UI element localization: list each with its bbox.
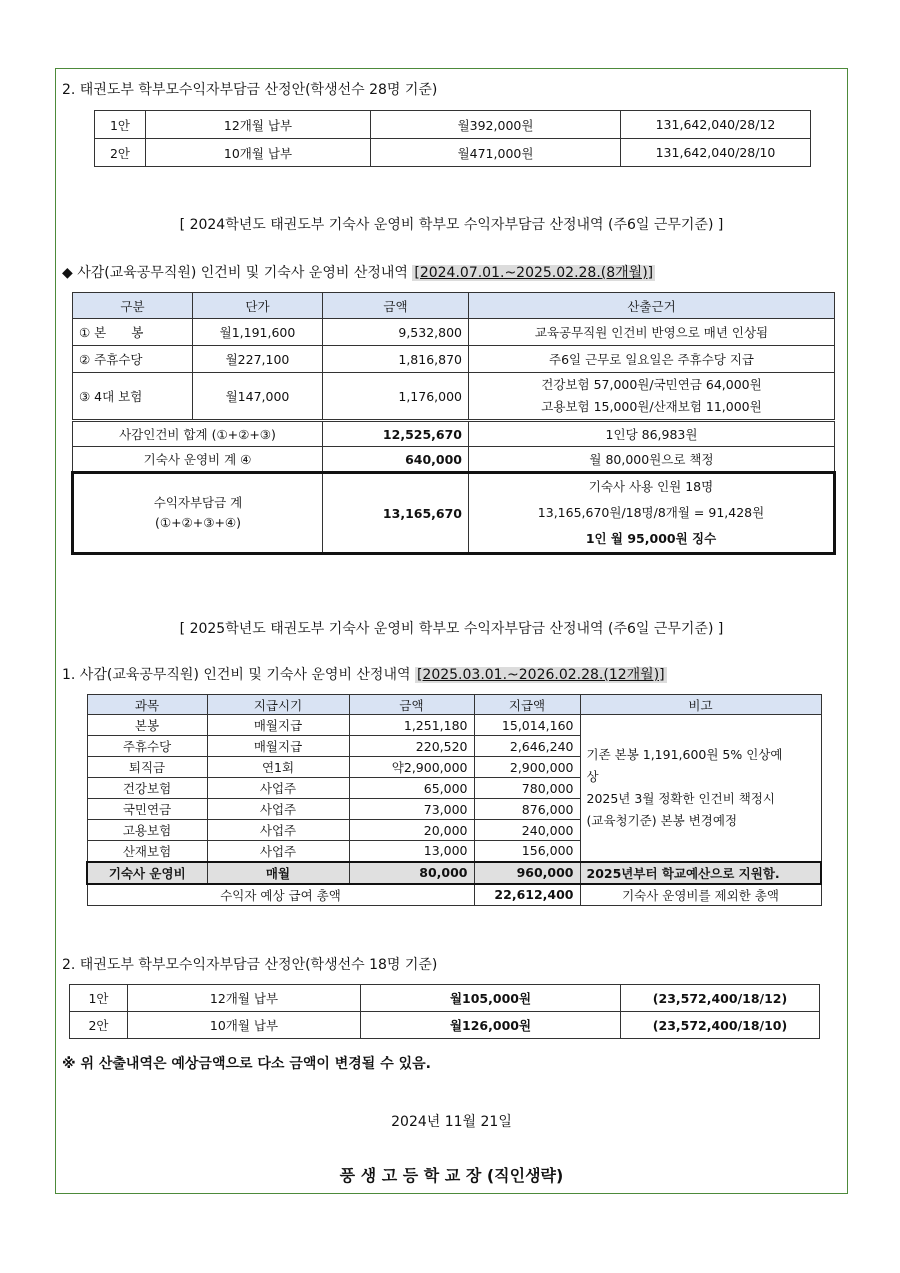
cell-paid: 876,000 <box>474 799 580 820</box>
period-2025: [2025.03.01.~2026.02.28.(12개월)] <box>416 667 665 683</box>
section2-heading: 2. 태권도부 학부모수익자부담금 산정안(학생선수 18명 기준) <box>62 957 438 973</box>
dorm-basis: 월 80,000원으로 책정 <box>469 447 835 473</box>
dorm-amount: 640,000 <box>323 447 469 473</box>
plan-amount: 월392,000원 <box>371 111 621 139</box>
plan-label: 2안 <box>95 139 146 167</box>
column-header: 비고 <box>580 695 821 715</box>
column-header: 금액 <box>349 695 474 715</box>
subtotal-basis: 1인당 86,983원 <box>469 421 835 447</box>
table-header-row <box>87 695 821 715</box>
cell-timing: 매월지급 <box>207 715 349 736</box>
total-basis <box>469 473 835 554</box>
dorm-label: 기숙사 운영비 계 ④ <box>73 447 323 473</box>
column-header: 산출근거 <box>469 293 835 319</box>
cell-subject: 본봉 <box>87 715 207 736</box>
cell-amount: 약2,900,000 <box>349 757 474 778</box>
remarks-cell <box>580 715 821 862</box>
column-header: 과목 <box>87 695 207 715</box>
subheading-2024-text: ◆ 사감(교육공무직원) 인건비 및 기숙사 운영비 산정내역 <box>62 265 413 281</box>
subtotal-amount: 12,525,670 <box>323 421 469 447</box>
subtotal-label: 사감인건비 합계 (①+②+③) <box>73 421 323 447</box>
plan-period: 10개월 납부 <box>146 139 371 167</box>
dorm-remark: 2025년부터 학교예산으로 지원함. <box>580 862 821 884</box>
cell-basis: 주6일 근무로 일요일은 주휴수당 지급 <box>469 346 835 373</box>
cell-unit: 월227,100 <box>193 346 323 373</box>
total-amount: 22,612,400 <box>474 884 580 906</box>
cell-subject: 산재보험 <box>87 841 207 862</box>
subheading-2024 <box>62 262 655 282</box>
cell-subject: 고용보험 <box>87 820 207 841</box>
plan-formula: (23,572,400/18/10) <box>621 1012 820 1039</box>
cell-amount: 73,000 <box>349 799 474 820</box>
dorm-row-2025 <box>87 862 821 884</box>
plan-amount: 월471,000원 <box>371 139 621 167</box>
remark-line: 상 <box>586 768 599 784</box>
title-2025: [ 2025학년도 태권도부 기숙사 운영비 학부모 수익자부담금 산정내역 (주6일 근무기준) ] <box>179 621 724 637</box>
plan-label: 1안 <box>70 985 128 1012</box>
plan-formula: 131,642,040/28/12 <box>621 111 811 139</box>
subtotal-row <box>73 421 835 447</box>
cell-subject: 건강보험 <box>87 778 207 799</box>
column-header: 지급시기 <box>207 695 349 715</box>
title-2024: [ 2024학년도 태권도부 기숙사 운영비 학부모 수익자부담금 산정내역 (주6일 근무기준) ] <box>179 217 724 233</box>
table-row <box>73 373 835 421</box>
cell-subject: 퇴직금 <box>87 757 207 778</box>
cell-amount: 1,251,180 <box>349 715 474 736</box>
subheading-2025-text: 1. 사감(교육공무직원) 인건비 및 기숙사 운영비 산정내역 <box>62 667 415 683</box>
cell-timing: 사업주 <box>207 841 349 862</box>
remark-line: 2025년 3월 정확한 인건비 책정시 <box>586 790 775 806</box>
column-header: 단가 <box>193 293 323 319</box>
cell-paid: 780,000 <box>474 778 580 799</box>
cell-paid: 240,000 <box>474 820 580 841</box>
cell-basis <box>469 373 835 421</box>
dorm-timing: 매월 <box>207 862 349 884</box>
basis-line: 13,165,670원/18명/8개월 = 91,428원 <box>537 505 765 520</box>
cell-item: ③ 4대 보험 <box>73 373 193 421</box>
total-label <box>73 473 323 554</box>
cell-timing: 사업주 <box>207 778 349 799</box>
table-row <box>95 111 811 139</box>
remark-line: 기존 본봉 1,191,600원 5% 인상예 <box>586 746 783 762</box>
table-row <box>95 139 811 167</box>
cell-basis: 교육공무직원 인건비 반영으로 매년 인상됨 <box>469 319 835 346</box>
basis-line: 1인 월 95,000원 징수 <box>585 531 717 546</box>
cell-amount: 1,816,870 <box>323 346 469 373</box>
cell-unit: 월1,191,600 <box>193 319 323 346</box>
plan-formula: (23,572,400/18/12) <box>621 985 820 1012</box>
cell-amount: 13,000 <box>349 841 474 862</box>
table-row <box>70 1012 820 1039</box>
cell-timing: 연1회 <box>207 757 349 778</box>
cell-unit: 월147,000 <box>193 373 323 421</box>
total-label-line: 수익자부담금 계 <box>153 495 243 510</box>
section1-heading: 2. 태권도부 학부모수익자부담금 산정안(학생선수 28명 기준) <box>62 82 438 98</box>
table-2025 <box>86 694 822 906</box>
plan-period: 10개월 납부 <box>128 1012 361 1039</box>
plan-formula: 131,642,040/28/10 <box>621 139 811 167</box>
period-2024: [2024.07.01.~2025.02.28.(8개월)] <box>414 265 654 281</box>
plan-label: 2안 <box>70 1012 128 1039</box>
total-amount: 13,165,670 <box>323 473 469 554</box>
dorm-row <box>73 447 835 473</box>
total-label-line: (①+②+③+④) <box>155 515 241 530</box>
cell-subject: 주휴수당 <box>87 736 207 757</box>
document-date: 2024년 11월 21일 <box>391 1114 512 1130</box>
cell-timing: 사업주 <box>207 799 349 820</box>
section2-table <box>69 984 820 1039</box>
column-header: 구분 <box>73 293 193 319</box>
table-header-row <box>73 293 835 319</box>
column-header: 금액 <box>323 293 469 319</box>
basis-line: 기숙사 사용 인원 18명 <box>588 479 714 494</box>
cell-paid: 15,014,160 <box>474 715 580 736</box>
cell-amount: 65,000 <box>349 778 474 799</box>
cell-item: ② 주휴수당 <box>73 346 193 373</box>
cell-timing: 매월지급 <box>207 736 349 757</box>
table-row <box>87 715 821 736</box>
plan-period: 12개월 납부 <box>146 111 371 139</box>
cell-paid: 2,900,000 <box>474 757 580 778</box>
column-header: 지급액 <box>474 695 580 715</box>
cell-amount: 1,176,000 <box>323 373 469 421</box>
plan-amount: 월126,000원 <box>361 1012 621 1039</box>
section1-table <box>94 110 811 167</box>
subheading-2025 <box>62 664 667 684</box>
total-row-2025 <box>87 884 821 906</box>
cell-timing: 사업주 <box>207 820 349 841</box>
basis-line: 건강보험 57,000원/국민연금 64,000원 <box>541 377 762 392</box>
cell-paid: 2,646,240 <box>474 736 580 757</box>
dorm-paid: 960,000 <box>474 862 580 884</box>
remark-line: (교육청기준) 본봉 변경예정 <box>586 812 738 828</box>
total-note: 기숙사 운영비를 제외한 총액 <box>580 884 821 906</box>
cell-amount: 9,532,800 <box>323 319 469 346</box>
notice-text: ※ 위 산출내역은 예상금액으로 다소 금액이 변경될 수 있음. <box>62 1056 431 1072</box>
table-row <box>73 346 835 373</box>
total-row <box>73 473 835 554</box>
plan-label: 1안 <box>95 111 146 139</box>
basis-line: 고용보험 15,000원/산재보험 11,000원 <box>541 399 762 414</box>
table-row <box>70 985 820 1012</box>
cell-subject: 국민연금 <box>87 799 207 820</box>
dorm-amount: 80,000 <box>349 862 474 884</box>
table-2024 <box>71 292 836 555</box>
cell-amount: 20,000 <box>349 820 474 841</box>
signature-line: 풍 생 고 등 학 교 장 (직인생략) <box>339 1166 564 1185</box>
cell-item: ① 본 봉 <box>73 319 193 346</box>
plan-period: 12개월 납부 <box>128 985 361 1012</box>
table-row <box>73 319 835 346</box>
plan-amount: 월105,000원 <box>361 985 621 1012</box>
cell-amount: 220,520 <box>349 736 474 757</box>
dorm-subject: 기숙사 운영비 <box>87 862 207 884</box>
cell-paid: 156,000 <box>474 841 580 862</box>
total-label: 수익자 예상 급여 총액 <box>87 884 474 906</box>
